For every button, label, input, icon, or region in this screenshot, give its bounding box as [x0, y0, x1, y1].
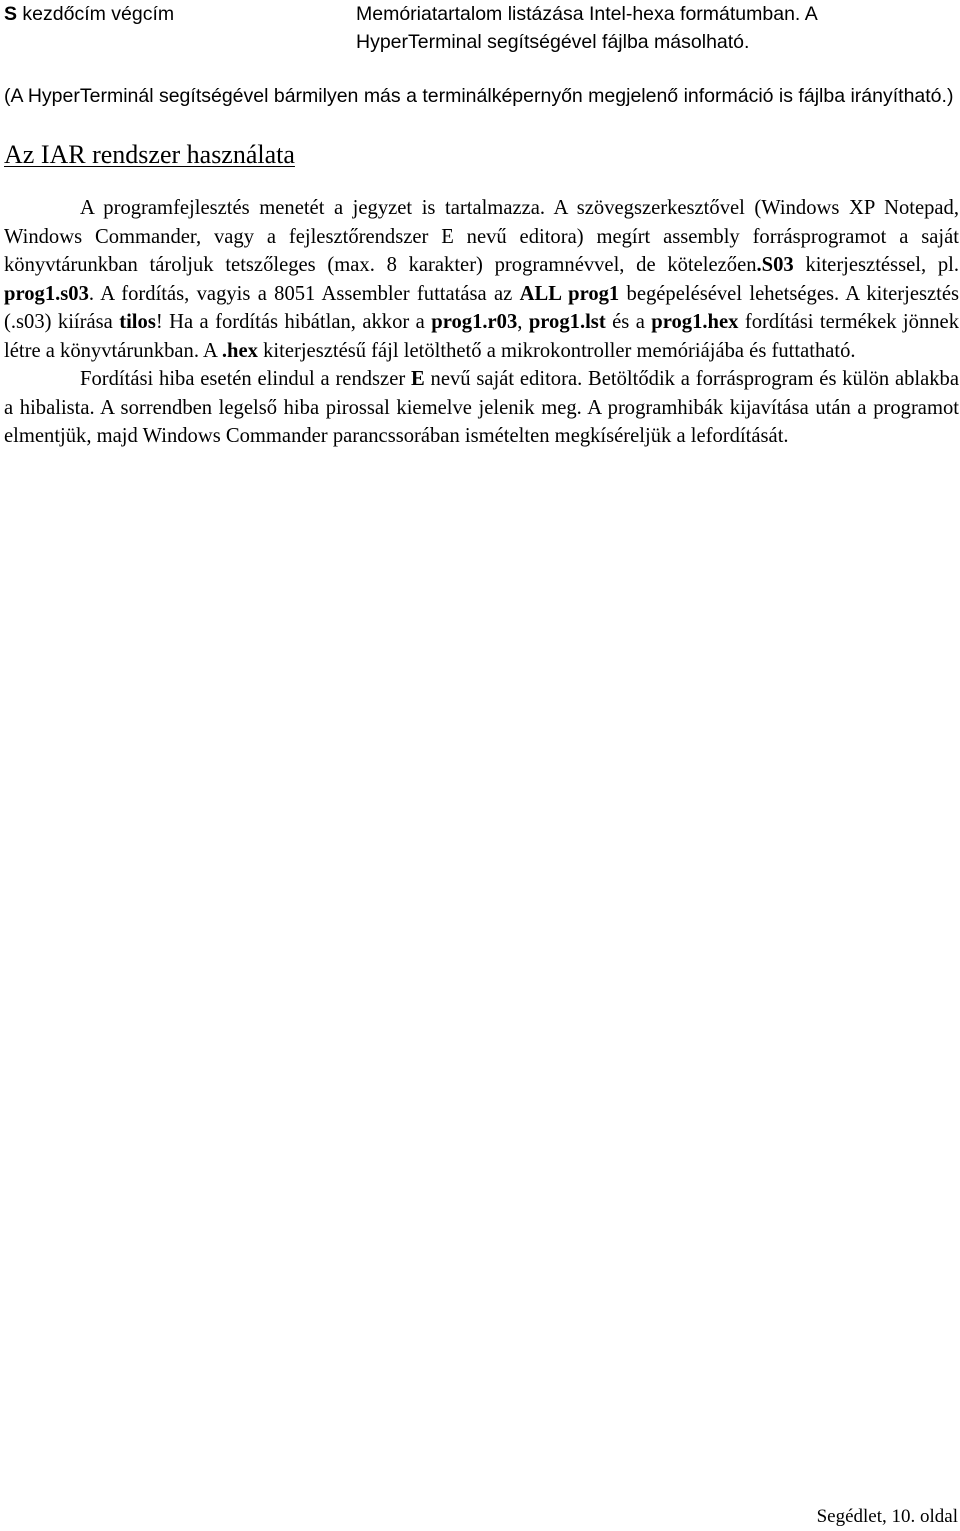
- paragraph-program-development: [4, 194, 959, 365]
- paragraph-compile-errors: [4, 365, 959, 451]
- bold-filename-prog1-s03: prog1.s03: [4, 282, 89, 305]
- command-row: [4, 0, 960, 58]
- hyperterminal-note: (A HyperTerminál segítségével bármilyen más a terminálképernyőn megjelenő információ is fájlba irányítható.): [4, 85, 954, 107]
- bold-filename-prog1-lst: prog1.lst: [528, 311, 606, 333]
- text-segment: Fordítási hiba esetén elindul a rendszer: [80, 368, 411, 390]
- command-syntax: [4, 0, 174, 29]
- text-segment: A programfejlesztés menetét a jegyzet is tartalmazza. A szövegszerkesztővel (Windows XP Notepad, Windows Commander, vagy a fejlesztőrendszer E nevű editora) megírt assembly forrásprogramot a saját könyvtárunkban tároljuk tetszőleges (max. 8 karakter) programnévvel, de kötelezően: [4, 197, 959, 276]
- text-segment: nevű saját editora. Betöltődik a forrásprogram és külön ablakba a hibalista. A sorrendben legelső hiba pirossal kiemelve jelenik meg. A programhibák kijavítása után a programot elmentjük, majd Windows Commander parancssorában ismételten megkíséreljük a lefordítását.: [4, 368, 959, 447]
- bold-editor-name: E: [411, 368, 425, 390]
- bold-extension-hex: .hex: [221, 339, 258, 362]
- bold-filename-prog1-hex: prog1.hex: [651, 311, 739, 333]
- command-letter: S: [4, 3, 18, 25]
- bold-word-tilos: tilos: [119, 311, 156, 333]
- document-page: [4, 0, 960, 451]
- text-segment: fordítási termékek jönnek létre a könyvtárunkban. A: [4, 311, 959, 362]
- text-segment: begépelésével lehetséges. A kiterjesztés (.s03) kiírása: [4, 282, 959, 333]
- text-segment: kiterjesztésű fájl letölthető a mikrokontroller memóriájába és futtatható.: [257, 339, 856, 362]
- section-title: Az IAR rendszer használata: [4, 140, 295, 169]
- bold-command-all-prog1: ALL prog1: [519, 282, 620, 305]
- text-segment: ! Ha a fordítás hibátlan, akkor a: [155, 311, 432, 333]
- text-segment: ,: [517, 311, 529, 333]
- command-arguments: kezdőcím végcím: [17, 3, 175, 25]
- text-segment: és a: [605, 311, 652, 333]
- command-description: Memóriatartalom listázása Intel-hexa formátumban. A HyperTerminal segítségével fájlba másolható.: [356, 3, 817, 53]
- text-segment: . A fordítás, vagyis a 8051 Assembler futtatása az: [88, 282, 520, 305]
- bold-extension-s03: .S03: [756, 254, 794, 276]
- bold-filename-prog1-r03: prog1.r03: [431, 311, 518, 333]
- text-segment: kiterjesztéssel, pl.: [793, 254, 959, 276]
- page-footer: Segédlet, 10. oldal: [816, 1506, 958, 1527]
